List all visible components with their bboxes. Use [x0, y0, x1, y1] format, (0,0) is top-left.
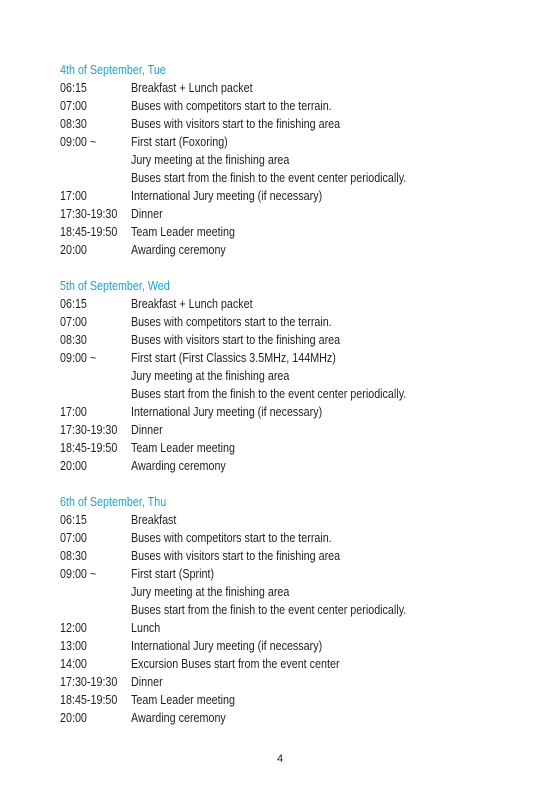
day-section	[60, 61, 530, 259]
schedule-description	[131, 205, 530, 223]
schedule-row	[60, 403, 530, 421]
schedule-rows	[60, 295, 530, 475]
schedule-row	[60, 349, 530, 367]
day-title: 6th of September, Thu	[60, 495, 167, 509]
schedule-time-text: 12:00	[60, 621, 87, 635]
schedule-description-text: Team Leader meeting	[131, 225, 235, 239]
schedule-row	[60, 457, 530, 475]
schedule-row	[60, 367, 530, 385]
schedule-time	[60, 691, 131, 709]
schedule-description	[131, 187, 530, 205]
schedule-time-text: 08:30	[60, 549, 87, 563]
schedule-time-text: 06:15	[60, 297, 87, 311]
schedule-time-text: 09:00 ~	[60, 135, 97, 149]
schedule-description	[131, 583, 530, 601]
schedule-time-text: 14:00	[60, 657, 87, 671]
schedule-time	[60, 529, 131, 547]
schedule	[60, 61, 530, 745]
schedule-row	[60, 565, 530, 583]
schedule-description	[131, 133, 530, 151]
schedule-description-text: Awarding ceremony	[131, 243, 226, 257]
schedule-time	[60, 385, 131, 403]
schedule-row	[60, 223, 530, 241]
schedule-time-text: 17:30-19:30	[60, 675, 118, 689]
schedule-time-text: 17:00	[60, 405, 87, 419]
day-title: 4th of September, Tue	[60, 63, 166, 77]
schedule-rows	[60, 79, 530, 259]
schedule-time-text: 20:00	[60, 711, 87, 725]
schedule-description	[131, 313, 530, 331]
schedule-description-text: Buses with visitors start to the finishing area	[131, 117, 341, 131]
schedule-description	[131, 673, 530, 691]
schedule-description	[131, 295, 530, 313]
schedule-time	[60, 295, 131, 313]
schedule-row	[60, 637, 530, 655]
schedule-description-text: Breakfast	[131, 513, 177, 527]
schedule-time-text: 17:30-19:30	[60, 207, 118, 221]
schedule-row	[60, 133, 530, 151]
schedule-row	[60, 709, 530, 727]
schedule-time	[60, 367, 131, 385]
schedule-time-text: 20:00	[60, 243, 87, 257]
schedule-description-text: International Jury meeting (if necessary)	[131, 405, 323, 419]
schedule-time	[60, 115, 131, 133]
schedule-description	[131, 151, 530, 169]
schedule-time-text: 07:00	[60, 99, 87, 113]
schedule-time-text: 08:30	[60, 117, 87, 131]
schedule-time	[60, 439, 131, 457]
schedule-time	[60, 403, 131, 421]
schedule-row	[60, 331, 530, 349]
schedule-time	[60, 709, 131, 727]
schedule-description-text: Buses start from the finish to the event center periodically.	[131, 387, 407, 401]
schedule-description	[131, 511, 530, 529]
schedule-description	[131, 115, 530, 133]
schedule-time	[60, 223, 131, 241]
schedule-time-text: 07:00	[60, 531, 87, 545]
schedule-time	[60, 313, 131, 331]
schedule-row	[60, 187, 530, 205]
schedule-row	[60, 655, 530, 673]
schedule-row	[60, 691, 530, 709]
schedule-description	[131, 439, 530, 457]
schedule-description-text: Dinner	[131, 207, 163, 221]
schedule-description	[131, 169, 530, 187]
schedule-description-text: Buses start from the finish to the event center periodically.	[131, 171, 407, 185]
schedule-time	[60, 601, 131, 619]
schedule-time-text: 17:00	[60, 189, 87, 203]
schedule-description-text: Buses with competitors start to the terrain.	[131, 315, 332, 329]
schedule-time	[60, 457, 131, 475]
schedule-row	[60, 529, 530, 547]
schedule-description	[131, 547, 530, 565]
schedule-time-text: 06:15	[60, 81, 87, 95]
schedule-description	[131, 385, 530, 403]
schedule-description-text: Buses with visitors start to the finishing area	[131, 549, 341, 563]
schedule-description	[131, 565, 530, 583]
day-title: 5th of September, Wed	[60, 279, 170, 293]
schedule-description	[131, 457, 530, 475]
schedule-row	[60, 79, 530, 97]
schedule-time	[60, 241, 131, 259]
schedule-row	[60, 205, 530, 223]
schedule-row	[60, 151, 530, 169]
schedule-time-text: 09:00 ~	[60, 567, 97, 581]
schedule-description-text: Awarding ceremony	[131, 459, 226, 473]
schedule-description	[131, 709, 530, 727]
schedule-description	[131, 331, 530, 349]
schedule-time-text: 18:45-19:50	[60, 693, 118, 707]
schedule-description	[131, 349, 530, 367]
schedule-description-text: Excursion Buses start from the event center	[131, 657, 340, 671]
page-number: 4	[276, 753, 284, 765]
schedule-row	[60, 115, 530, 133]
schedule-rows	[60, 511, 530, 727]
schedule-row	[60, 619, 530, 637]
schedule-description	[131, 97, 530, 115]
schedule-description	[131, 637, 530, 655]
schedule-row	[60, 241, 530, 259]
schedule-time-text: 17:30-19:30	[60, 423, 118, 437]
schedule-description-text: Team Leader meeting	[131, 441, 235, 455]
schedule-description	[131, 241, 530, 259]
schedule-row	[60, 601, 530, 619]
schedule-time	[60, 511, 131, 529]
schedule-row	[60, 673, 530, 691]
schedule-time	[60, 547, 131, 565]
schedule-time	[60, 421, 131, 439]
schedule-time-text: 18:45-19:50	[60, 441, 118, 455]
schedule-time	[60, 169, 131, 187]
schedule-description-text: Awarding ceremony	[131, 711, 226, 725]
schedule-description-text: First start (Foxoring)	[131, 135, 228, 149]
schedule-description-text: Breakfast + Lunch packet	[131, 297, 253, 311]
schedule-row	[60, 385, 530, 403]
schedule-description-text: Buses with visitors start to the finishing area	[131, 333, 341, 347]
schedule-row	[60, 97, 530, 115]
schedule-description-text: Jury meeting at the finishing area	[131, 369, 290, 383]
schedule-description	[131, 601, 530, 619]
schedule-time-text: 08:30	[60, 333, 87, 347]
schedule-time	[60, 349, 131, 367]
day-section	[60, 277, 530, 475]
schedule-description-text: First start (First Classics 3.5MHz, 144MHz)	[131, 351, 336, 365]
day-section	[60, 493, 530, 727]
schedule-row	[60, 439, 530, 457]
schedule-time	[60, 565, 131, 583]
schedule-time	[60, 583, 131, 601]
schedule-description-text: First start (Sprint)	[131, 567, 215, 581]
schedule-time	[60, 673, 131, 691]
schedule-time	[60, 151, 131, 169]
schedule-time-text: 07:00	[60, 315, 87, 329]
schedule-description-text: Buses start from the finish to the event center periodically.	[131, 603, 407, 617]
schedule-time	[60, 97, 131, 115]
schedule-description-text: Lunch	[131, 621, 161, 635]
schedule-time	[60, 637, 131, 655]
schedule-time	[60, 187, 131, 205]
schedule-time	[60, 655, 131, 673]
schedule-row	[60, 313, 530, 331]
schedule-row	[60, 295, 530, 313]
schedule-description	[131, 367, 530, 385]
schedule-time-text: 20:00	[60, 459, 87, 473]
schedule-description-text: Jury meeting at the finishing area	[131, 585, 290, 599]
schedule-description-text: Buses with competitors start to the terrain.	[131, 99, 332, 113]
schedule-time-text: 06:15	[60, 513, 87, 527]
schedule-description	[131, 529, 530, 547]
schedule-time	[60, 205, 131, 223]
schedule-time-text: 09:00 ~	[60, 351, 97, 365]
schedule-time-text: 18:45-19:50	[60, 225, 118, 239]
schedule-description	[131, 421, 530, 439]
schedule-row	[60, 421, 530, 439]
schedule-time	[60, 79, 131, 97]
schedule-time-text: 13:00	[60, 639, 87, 653]
schedule-description	[131, 403, 530, 421]
schedule-row	[60, 511, 530, 529]
schedule-time	[60, 619, 131, 637]
schedule-description-text: Dinner	[131, 423, 163, 437]
schedule-row	[60, 169, 530, 187]
schedule-description-text: Breakfast + Lunch packet	[131, 81, 253, 95]
schedule-description-text: Buses with competitors start to the terrain.	[131, 531, 332, 545]
schedule-description	[131, 655, 530, 673]
schedule-description-text: Jury meeting at the finishing area	[131, 153, 290, 167]
schedule-description	[131, 619, 530, 637]
schedule-description	[131, 79, 530, 97]
schedule-description-text: Dinner	[131, 675, 163, 689]
schedule-time	[60, 133, 131, 151]
schedule-time	[60, 331, 131, 349]
schedule-description	[131, 223, 530, 241]
schedule-description	[131, 691, 530, 709]
schedule-description-text: International Jury meeting (if necessary)	[131, 189, 323, 203]
schedule-description-text: Team Leader meeting	[131, 693, 235, 707]
schedule-row	[60, 583, 530, 601]
schedule-row	[60, 547, 530, 565]
schedule-description-text: International Jury meeting (if necessary)	[131, 639, 323, 653]
